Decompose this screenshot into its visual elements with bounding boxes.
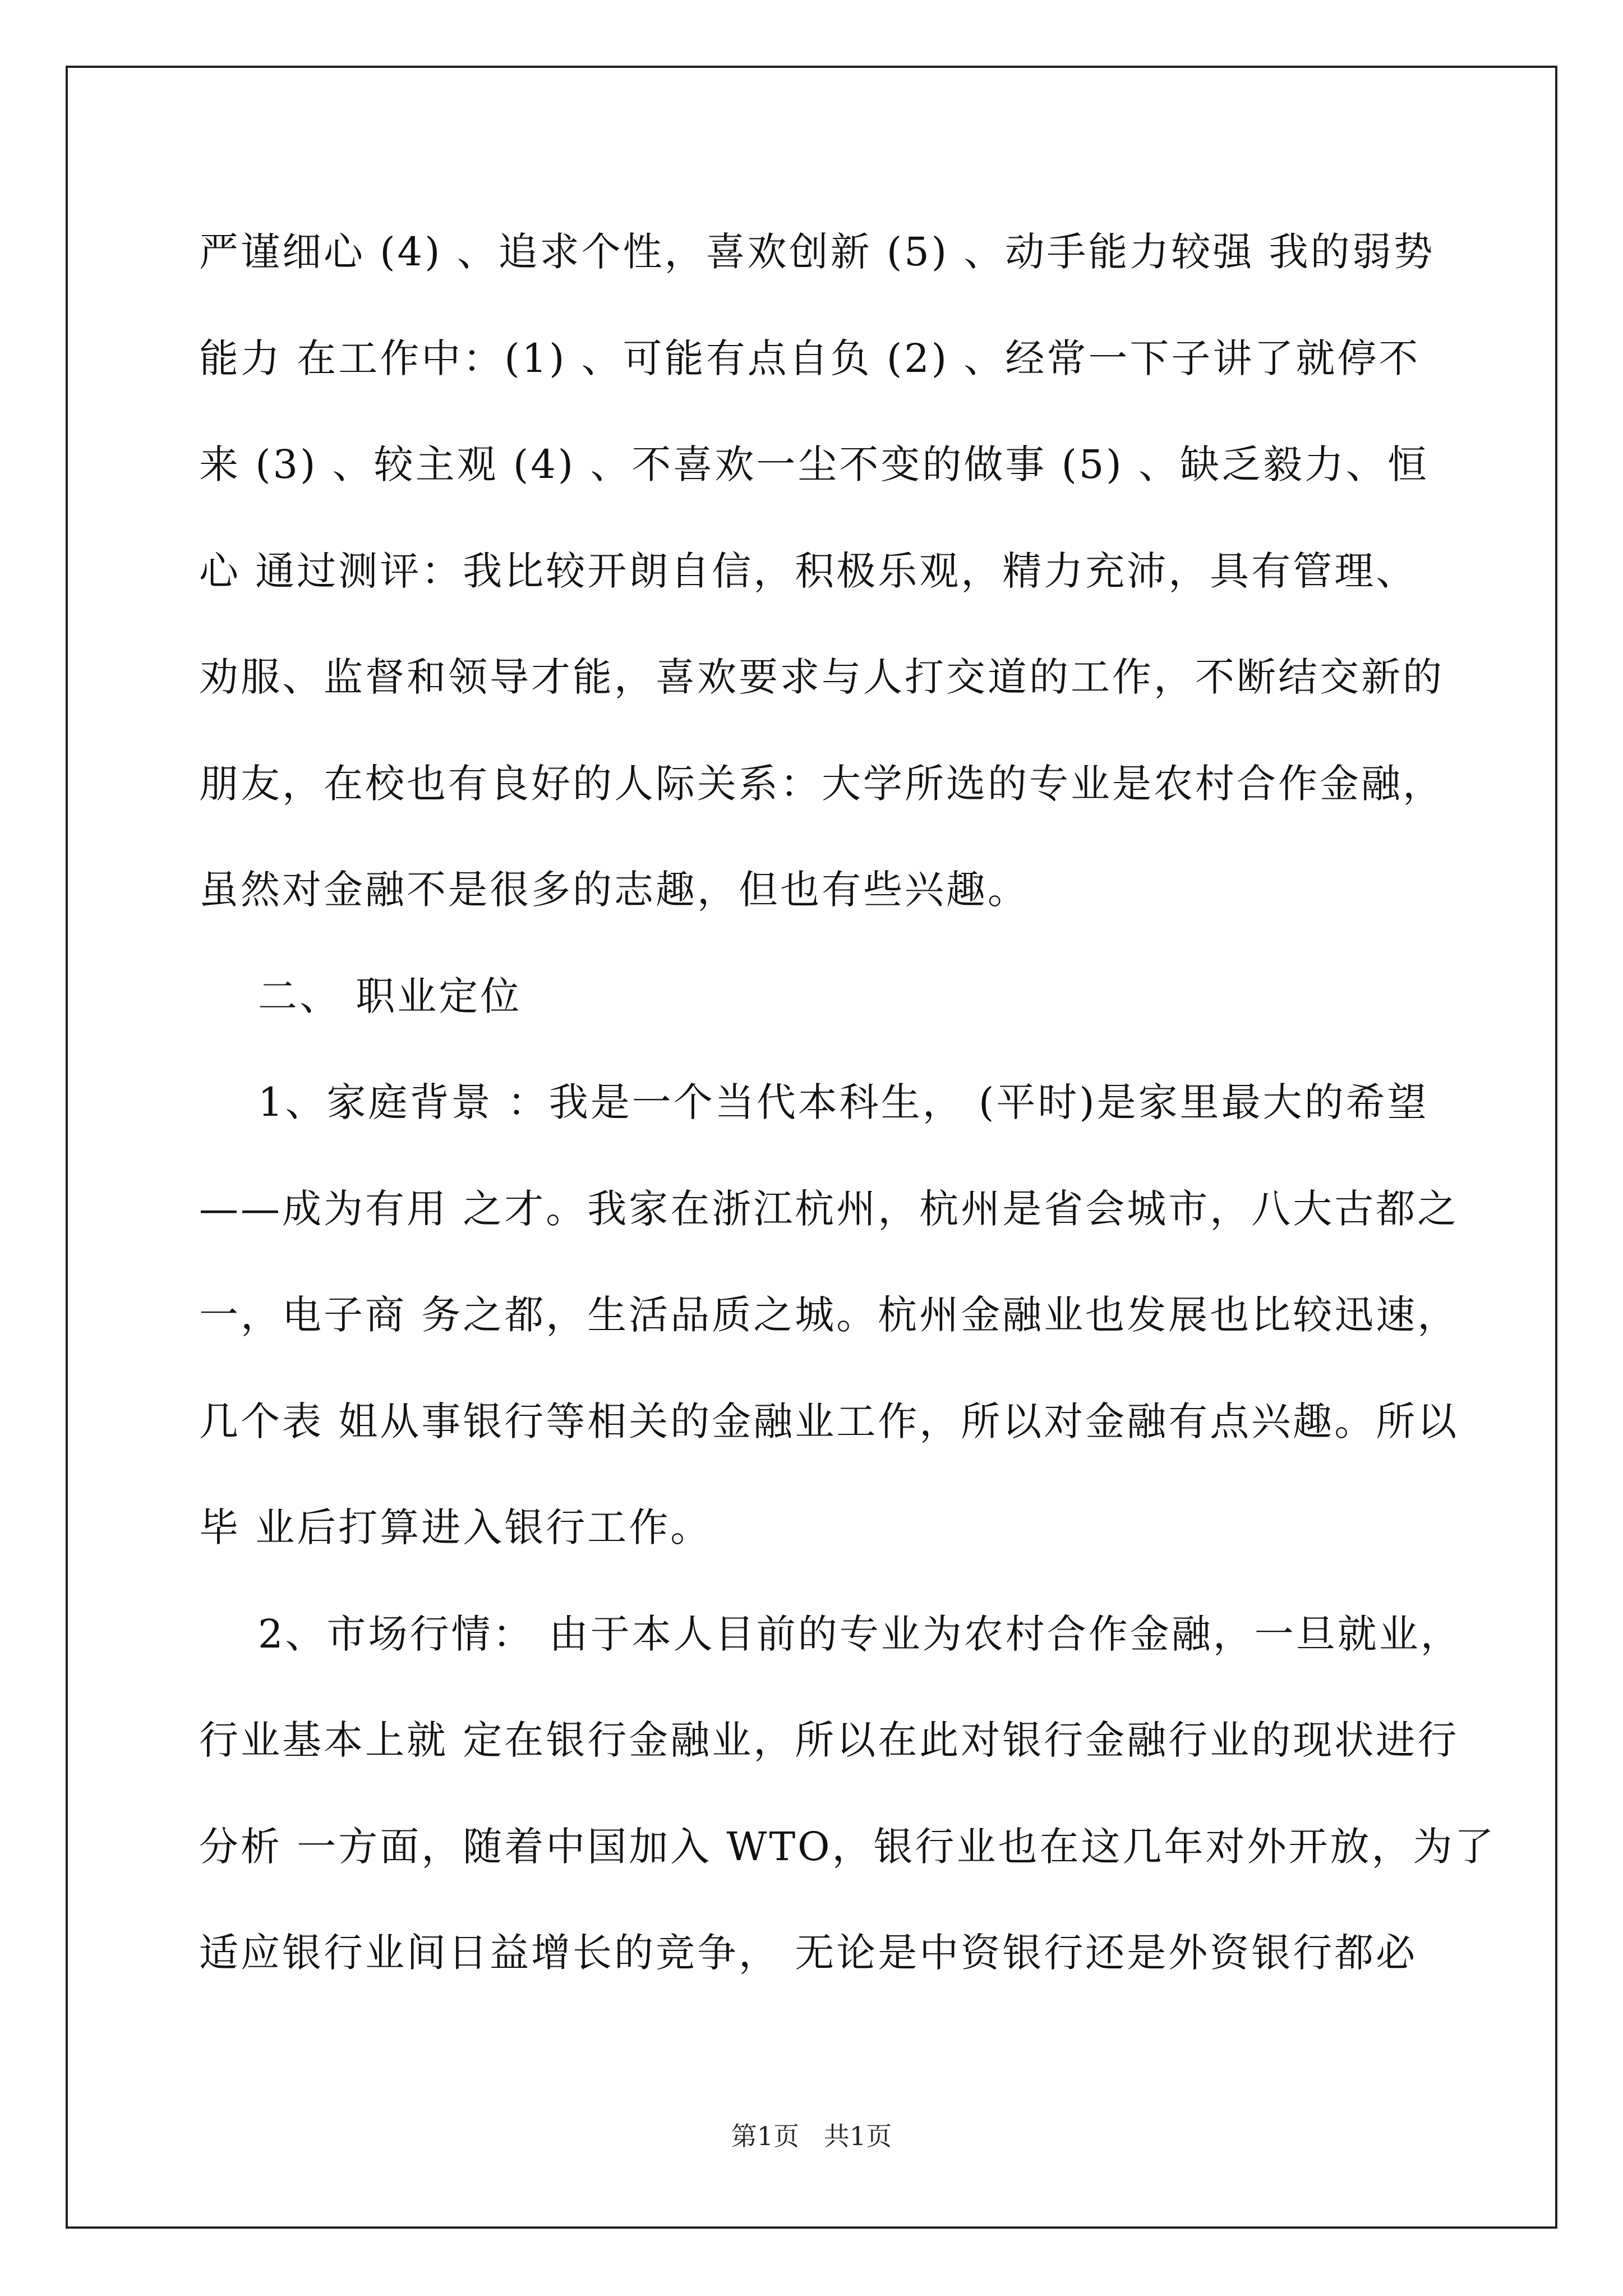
text-line: 行业基本上就 定在银行金融业，所以在此对银行金融行业的现状进行 (199, 1717, 1459, 1763)
text-line: 2、市场行情： 由于本人目前的专业为农村合作金融，一旦就业， (199, 1611, 1462, 1657)
document-body (199, 218, 1496, 2026)
text-line: 劝服、监督和领导才能，喜欢要求与人打交道的工作，不断结交新的 (199, 654, 1444, 700)
page-number-footer: 第1页 共1页 (731, 2121, 892, 2151)
text-line: 心 通过测评：我比较开朗自信，积极乐观，精力充沛，具有管理、 (199, 547, 1418, 594)
text-line: 毕 业后打算进入银行工作。 (199, 1504, 712, 1550)
text-line: 几个表 姐从事银行等相关的金融业工作，所以对金融有点兴趣。所以 (199, 1398, 1459, 1444)
text-line: 1、家庭背景 ：我是一个当代本科生， (平时)是家里最大的希望 (199, 1079, 1429, 1125)
section-heading: 二、 职业定位 (199, 973, 522, 1019)
text-line: 分析 一方面，随着中国加入 WTO，银行业也在这几年对外开放，为了 (199, 1823, 1496, 1870)
text-line: 朋友，在校也有良好的人际关系：大学所选的专业是农村合作金融， (199, 760, 1444, 807)
text-line: ——成为有用 之才。我家在浙江杭州，杭州是省会城市，八大古都之 (199, 1185, 1459, 1232)
text-line: 能力 在工作中：(1) 、可能有点自负 (2) 、经常一下子讲了就停不 (199, 335, 1421, 381)
text-line: 严谨细心 (4) 、追求个性，喜欢创新 (5) 、动手能力较强 我的弱势 (199, 229, 1435, 275)
text-line: 适应银行业间日益增长的竞争， 无论是中资银行还是外资银行都必 (199, 1930, 1418, 1976)
text-line: 一，电子商 务之都，生活品质之城。杭州金融业也发展也比较迅速， (199, 1292, 1459, 1338)
text-line: 来 (3) 、较主观 (4) 、不喜欢一尘不变的做事 (5) 、缺乏毅力、恒 (199, 441, 1429, 487)
text-line: 虽然对金融不是很多的志趣，但也有些兴趣。 (199, 867, 1029, 913)
